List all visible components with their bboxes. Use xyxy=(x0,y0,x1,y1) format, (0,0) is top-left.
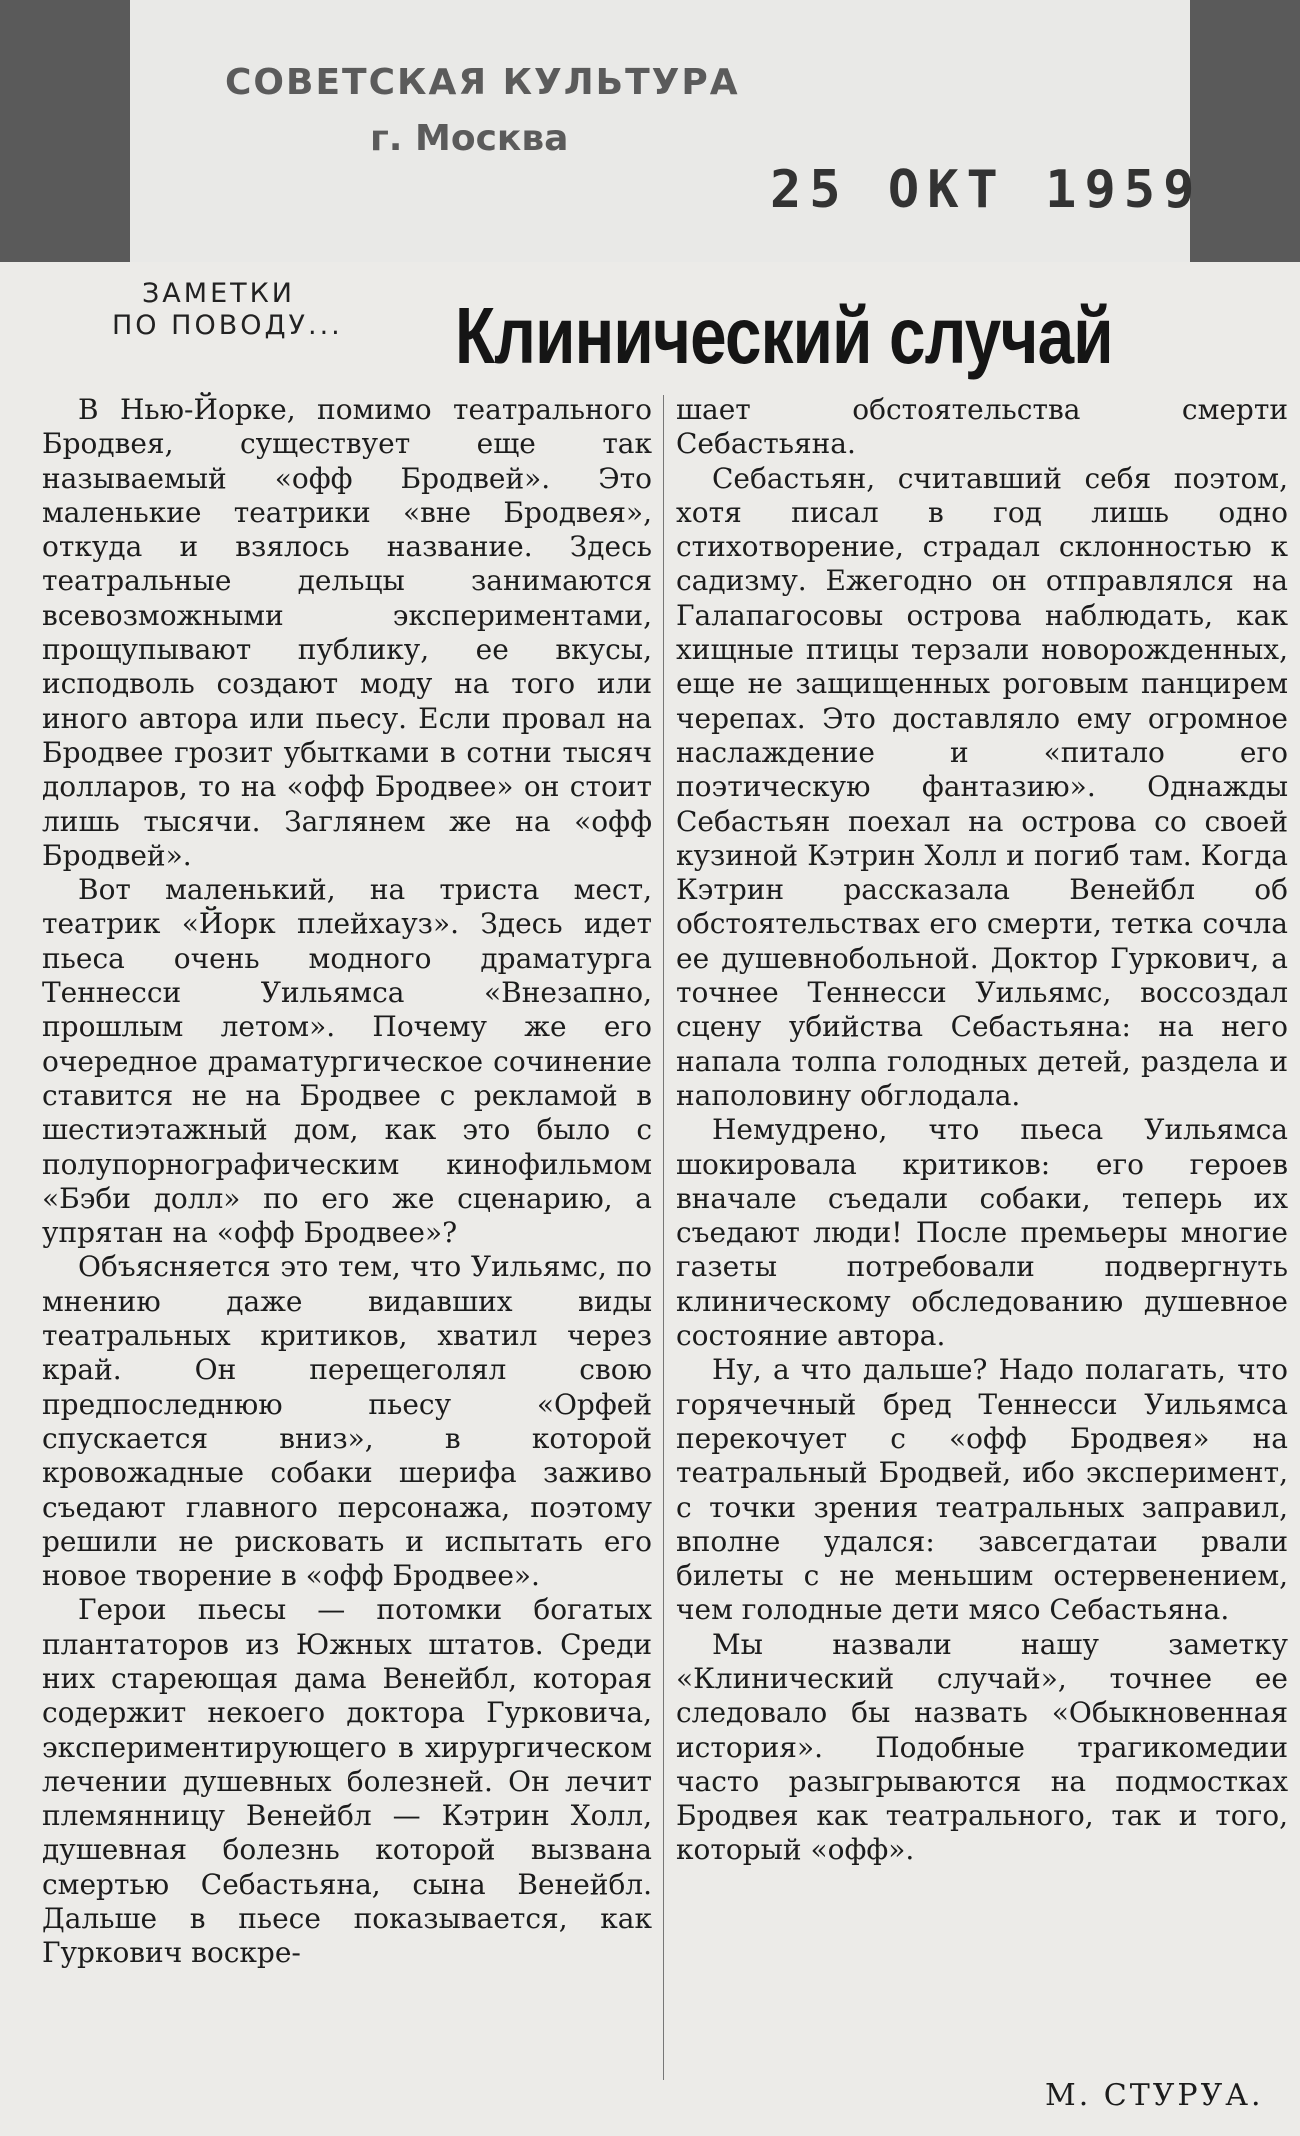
rubric-line-1: ЗАМЕТКИ xyxy=(142,278,295,309)
city-stamp: г. Москва xyxy=(370,118,569,159)
stamp-slip xyxy=(130,0,1190,300)
article-column-left xyxy=(42,393,652,1971)
paragraph: Мы назвали нашу заметку «Клинический случай», точнее ее следовало бы назвать «Обыкновенная история». Подобные трагикомедии часто разыгрываются на подмостках Бродвея как театрального, так и того, который «офф». xyxy=(676,1627,1288,1867)
date-stamp: 25 ОКТ 1959 xyxy=(770,160,1203,220)
article-column-right xyxy=(676,393,1288,1868)
rubric-line-2: ПО ПОВОДУ... xyxy=(112,310,343,341)
paragraph-continuation: шает обстоятельства смерти Себастьяна. xyxy=(676,393,1288,461)
author-byline: М. СТУРУА. xyxy=(1045,2078,1264,2113)
rubric xyxy=(112,278,382,342)
paragraph: Себастьян, считавший себя поэтом, хотя писал в год лишь одно стихотворение, страдал склонностью к садизму. Ежегодно он отправлялся на Галапагосовы острова наблюдать, как хищные птицы терзали новорожденных, еще не защищенных роговым панцирем черепах. Это доставляло ему огромное наслаждение и «питало его поэтическую фантазию». Однажды Себастьян поехал на острова со своей кузиной Кэтрин Холл и погиб там. Когда Кэтрин рассказала Венейбл об обстоятельствах его смерти, тетка сочла ее душевнобольной. Доктор Гуркович, а точнее Теннесси Уильямс, воссоздал сцену убийства Себастьяна: на него напала толпа голодных детей, раздела и наполовину обглодала. xyxy=(676,461,1288,1112)
paragraph: В Нью-Йорке, помимо театрального Бродвея, существует еще так называемый «офф Бродвей». Это маленькие театрики «вне Бродвея», откуда и взялось название. Здесь театральные дельцы занимаются всевозможными экспериментами, прощупывают публику, ее вкусы, исподволь создают моду на того или иного автора или пьесу. Если провал на Бродвее грозит убытками в сотни тысяч долларов, то на «офф Бродвее» он стоит лишь тысячи. Заглянем же на «офф Бродвей». xyxy=(42,393,652,872)
newspaper-name-stamp: СОВЕТСКАЯ КУЛЬТУРА xyxy=(225,62,740,103)
paragraph: Ну, а что дальше? Надо полагать, что горячечный бред Теннесси Уильямса перекочует с «офф Бродвея» на театральный Бродвей, ибо эксперимент, с точки зрения театральных заправил, вполне удался: завсегдатаи рвали билеты с не меньшим остервенением, чем голодные дети мясо Себастьяна. xyxy=(676,1353,1288,1627)
paragraph: Немудрено, что пьеса Уильямса шокировала критиков: его героев вначале съедали собаки, теперь их съедают люди! После премьеры многие газеты потребовали подвергнуть клиническому обследованию душевное состояние автора. xyxy=(676,1113,1288,1353)
column-divider xyxy=(663,395,664,2080)
article-headline: Клинический случай xyxy=(455,291,1113,380)
paragraph: Вот маленький, на триста мест, театрик «Йорк плейхауз». Здесь идет пьеса очень модного драматурга Теннесси Уильямса «Внезапно, прошлым летом». Почему же его очередное драматургическое сочинение ставится не на Бродвее с рекламой в шестиэтажный дом, как это было с полупорнографическим кинофильмом «Бэби долл» по его же сценарию, а упрятан на «офф Бродвее»? xyxy=(42,873,652,1250)
paragraph: Герои пьесы — потомки богатых плантаторов из Южных штатов. Среди них стареющая дама Венейбл, которая содержит некоего доктора Гурковича, экспериментирующего в хирургическом лечении душевных болезней. Он лечит племянницу Венейбл — Кэтрин Холл, душевная болезнь которой вызвана смертью Себастьяна, сына Венейбл. Дальше в пьесе показывается, как Гуркович воскре- xyxy=(42,1593,652,1970)
paragraph: Объясняется это тем, что Уильямс, по мнению даже видавших виды театральных критиков, хватил через край. Он перещеголял свою предпоследнюю пьесу «Орфей спускается вниз», в которой кровожадные собаки шерифа заживо съедают главного персонажа, поэтому решили не рисковать и испытать его новое творение в «офф Бродвее». xyxy=(42,1250,652,1593)
